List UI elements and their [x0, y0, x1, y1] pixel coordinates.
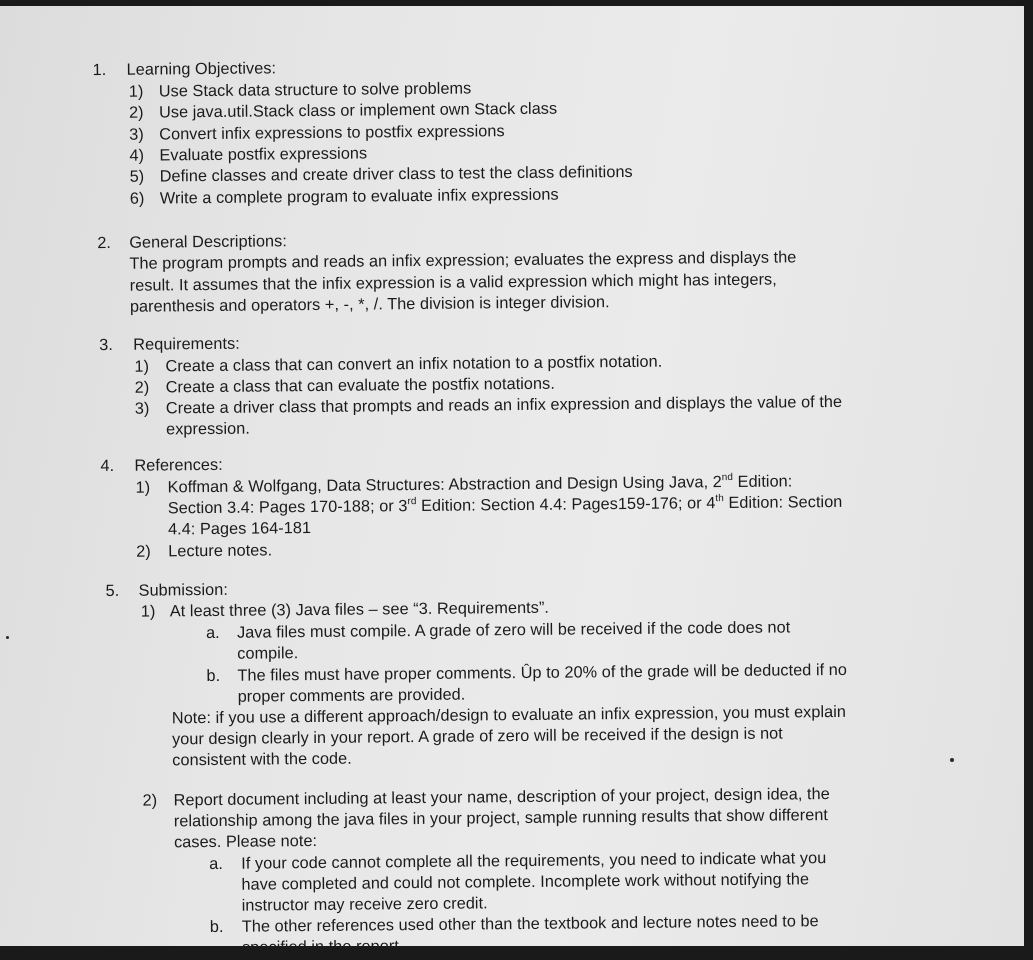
section-title: References: — [134, 455, 223, 475]
list-number: 1) — [134, 357, 150, 376]
list-item: Define classes and create driver class to test the class definitions — [159, 162, 633, 186]
list-item: Create a class that can convert an infix notation to a postfix notation. — [165, 352, 663, 376]
list-item-continued: expression. — [165, 419, 250, 439]
list-number: 1) — [135, 478, 151, 497]
list-number: 2) — [134, 378, 150, 397]
note-line: consistent with the code. — [172, 749, 352, 770]
list-item: Use java.util.Stack class or implement own Stack class — [158, 99, 558, 122]
list-number: 5) — [129, 167, 145, 186]
section-number: 2. — [97, 233, 112, 253]
list-item: Create a driver class that prompts and reads an infix expression and displays the value of the — [165, 392, 843, 418]
list-number: 2) — [142, 791, 158, 810]
list-item: The other references used other than the textbook and lecture notes need to be — [241, 912, 819, 936]
speck-mark — [6, 636, 9, 639]
list-letter: b. — [209, 917, 224, 937]
list-number: 2) — [136, 542, 151, 561]
section-number: 4. — [100, 456, 115, 476]
list-number: 1) — [128, 82, 144, 101]
document-page — [0, 6, 1024, 957]
list-number: 3) — [134, 399, 150, 418]
list-item: If your code cannot complete all the requirements, you need to indicate what you — [241, 849, 827, 873]
list-number: 3) — [129, 125, 144, 144]
list-number: 1) — [140, 602, 156, 621]
list-item-continued: proper comments are provided. — [237, 685, 466, 706]
list-letter: a. — [209, 854, 224, 874]
list-item: The files must have proper comments. Ûp to 20% of the grade will be deducted if no — [237, 660, 848, 685]
section-title: Learning Objectives: — [126, 59, 277, 79]
section-title: Submission: — [138, 580, 228, 600]
section-number: 5. — [105, 581, 120, 601]
list-item: At least three (3) Java files – see “3. Requirements”. — [169, 598, 550, 621]
section-title: General Descriptions: — [129, 232, 287, 252]
reference-line: Koffman & Wolfgang, Data Structures: Abstraction and Design Using Java, 2nd Edition: — [167, 471, 793, 497]
list-item: Report document including at least your name, description of your project, design idea, the — [173, 785, 830, 810]
section-number: 1. — [92, 60, 107, 80]
paragraph-line: The program prompts and reads an infix expression; evaluates the express and displays the — [129, 248, 797, 273]
speck-mark — [950, 758, 954, 762]
list-item-continued: cases. Please note: — [173, 831, 318, 852]
list-item-continued: specified in the report. — [241, 937, 404, 957]
list-item-continued: compile. — [237, 644, 299, 663]
list-item: Lecture notes. — [168, 541, 273, 561]
list-item: Use Stack data structure to solve problems — [158, 79, 472, 101]
note-line: Note: if you use a different approach/design to evaluate an infix expression, you must explain — [171, 702, 847, 728]
list-number: 2) — [128, 103, 144, 122]
paragraph-line: result. It assumes that the infix expression is a valid expression which might has integers, — [129, 270, 777, 295]
list-item-continued: relationship among the java files in your project, sample running results that show different — [173, 806, 829, 831]
section-number: 3. — [99, 335, 114, 355]
list-number: 6) — [129, 189, 145, 208]
paragraph-line: parenthesis and operators +, -, *, /. The division is integer division. — [129, 293, 610, 316]
reference-line: Section 3.4: Pages 170-188; or 3rd Edition: Section 4.4: Pages159-176; or 4th Edition: Section — [167, 492, 843, 518]
list-item: Java files must compile. A grade of zero will be received if the code does not — [236, 618, 791, 642]
section-title: Requirements: — [133, 334, 240, 354]
list-letter: b. — [206, 666, 221, 686]
list-item: Create a class that can evaluate the postfix notations. — [165, 374, 555, 397]
list-number: 4) — [129, 146, 145, 165]
list-item: Evaluate postfix expressions — [159, 144, 368, 165]
list-item: Write a complete program to evaluate infix expressions — [159, 185, 559, 208]
note-line: your design clearly in your report. A grade of zero will be received if the design is not — [171, 724, 783, 749]
list-item-continued: have completed and could not complete. Incomplete work without notifying the — [241, 870, 810, 894]
list-item: Convert infix expressions to postfix expressions — [159, 122, 505, 144]
list-letter: a. — [205, 623, 220, 643]
reference-line: 4.4: Pages 164-181 — [167, 519, 312, 539]
list-item-continued: instructor may receive zero credit. — [241, 894, 488, 915]
